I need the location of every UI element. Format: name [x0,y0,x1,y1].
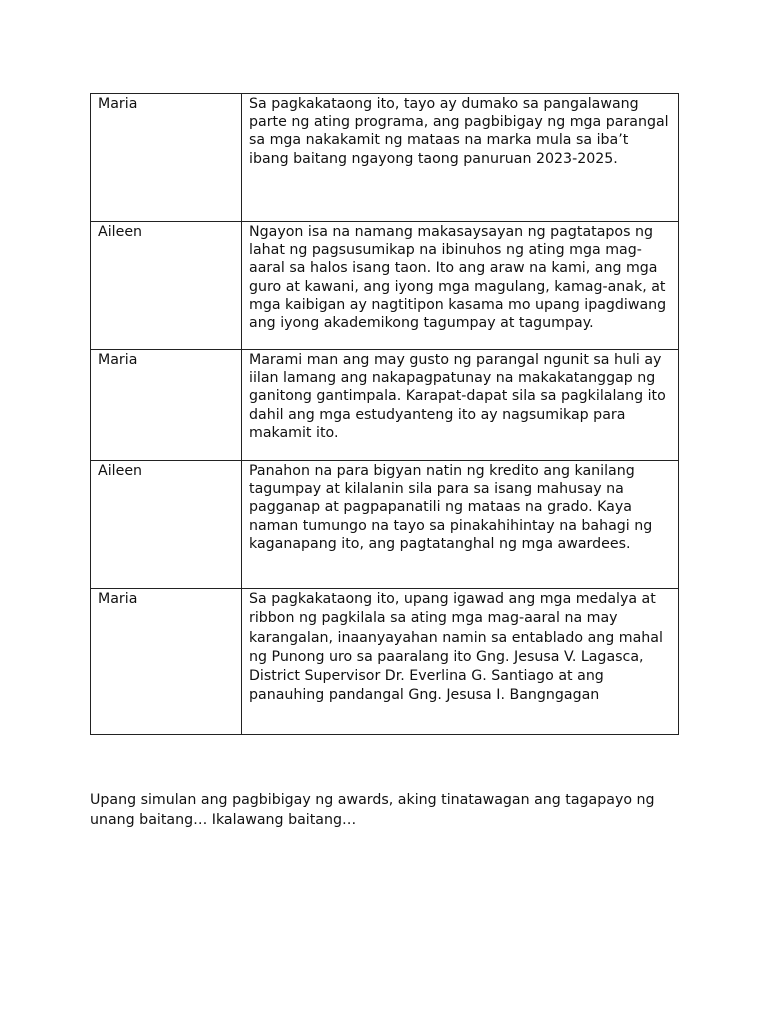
speaker-cell: Aileen [91,222,242,350]
line-cell: Marami man ang may gusto ng parangal ngunit sa huli ay iilan lamang ang nakapagpatunay na makakatanggap ng ganitong gantimpala. Karapat-dapat sila sa pagkilalang ito dahil ang mga estudyanteng ito ay nagsumikap para makamit ito. [242,350,679,461]
script-row [91,94,679,222]
line-cell: Sa pagkakataong ito, upang igawad ang mga medalya at ribbon ng pagkilala sa ating mga mag-aaral na may karangalan, inaanyayahan namin sa entablado ang mahal ng Punong uro sa paaralang ito Gng. Jesusa V. Lagasca, District Supervisor Dr. Everlina G. Santiago at ang panauhing pandangal Gng. Jesusa I. Bangngagan [242,589,679,735]
closing-paragraph: Upang simulan ang pagbibigay ng awards, aking tinatawagan ang tagapayo ng unang baitang… Ikalawang baitang… [90,792,655,828]
speaker-cell: Maria [91,350,242,461]
line-cell: Sa pagkakataong ito, tayo ay dumako sa pangalawang parte ng ating programa, ang pagbibigay ng mga parangal sa mga nakakamit ng mataas na marka mula sa iba’t ibang baitang ngayong taong panuruan 2023-2025. [242,94,679,222]
speaker-cell: Aileen [91,461,242,589]
script-row [91,222,679,350]
speaker-cell: Maria [91,94,242,222]
script-row [91,589,679,735]
script-row [91,461,679,589]
line-cell: Panahon na para bigyan natin ng kredito ang kanilang tagumpay at kilalanin sila para sa isang mahusay na pagganap at pagpapanatili ng mataas na grado. Kaya naman tumungo na tayo sa pinakahihintay na bahagi ng kaganapang ito, ang pagtatanghal ng mga awardees. [242,461,679,589]
script-row [91,350,679,461]
speaker-cell: Maria [91,589,242,735]
program-script-table [90,93,679,735]
line-cell: Ngayon isa na namang makasaysayan ng pagtatapos ng lahat ng pagsusumikap na ibinuhos ng ating mga mag-aaral sa halos isang taon. Ito ang araw na kami, ang mga guro at kawani, ang iyong mga magulang, kamag-anak, at mga kaibigan ay nagtitipon kasama mo upang ipagdiwang ang iyong akademikong tagumpay at tagumpay. [242,222,679,350]
